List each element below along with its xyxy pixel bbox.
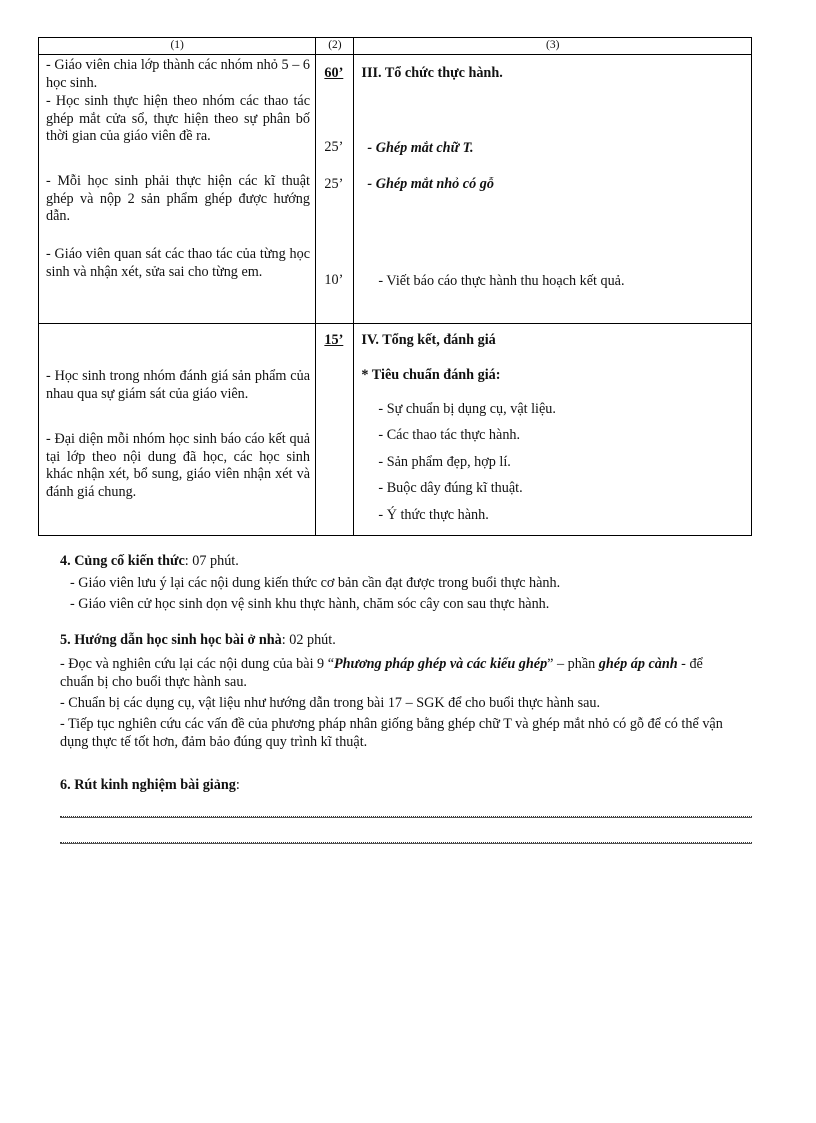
section-5-line: - Chuẩn bị các dụng cụ, vật liệu như hướng dẫn trong bài 17 – SGK để cho buổi thực hành sau. [60,695,601,711]
time-total: 60’ [324,65,344,81]
activities-cell [39,55,316,324]
writing-line [60,816,752,818]
section-5-line: - Tiếp tục nghiên cứu các vấn đề của phương pháp nhân giống bằng ghép chữ T và ghép mắt nhỏ có gỗ để có thể vận dụng thực tế tốt hơn, đảm bảo đúng quy trình kĩ thuật. [60,716,723,750]
section-6 [60,776,740,794]
practice-item: - Ghép mắt chữ T. [367,140,474,156]
activity-text: - Mỗi học sinh phải thực hiện các kĩ thuật ghép và nộp 2 sản phẩm ghép được hướng dẫn. [46,173,310,224]
time-value: 25’ [324,139,344,155]
section-6-heading: 6. Rút kinh nghiệm bài giảng: [60,777,240,793]
section-5-heading: 5. Hướng dẫn học sinh học bài ở nhà: 02 phút. [60,632,336,648]
activity-text: - Học sinh thực hiện theo nhóm các thao tác ghép mắt cửa sổ, thực hiện theo sự phân bố thời gian của giáo viên đề ra. [46,93,310,144]
header-col-2: (2) [316,38,354,55]
criteria-item: - Buộc dây đúng kĩ thuật. [378,480,523,496]
section-4 [60,552,740,613]
criteria-item: - Ý thức thực hành. [378,507,489,523]
criteria-item: - Các thao tác thực hành. [378,427,521,443]
time-cell [316,324,354,536]
activity-text: - Giáo viên chia lớp thành các nhóm nhỏ 5 – 6 học sinh. [46,57,310,91]
content-cell [354,324,752,536]
criteria-item: - Sự chuẩn bị dụng cụ, vật liệu. [378,401,556,417]
time-value: 10’ [324,272,344,288]
section-4-line: - Giáo viên lưu ý lại các nội dung kiến thức cơ bản cần đạt được trong buổi thực hành. [70,575,561,591]
time-cell [316,55,354,324]
activity-text: - Học sinh trong nhóm đánh giá sản phẩm của nhau qua sự giám sát của giáo viên. [46,368,310,402]
criteria-item: - Sản phẩm đẹp, hợp lí. [378,454,511,470]
criteria-heading: * Tiêu chuẩn đánh giá: [361,367,501,383]
table-header-row [39,38,752,55]
section-heading: III. Tổ chức thực hành. [361,65,503,81]
activity-text: - Đại diện mỗi nhóm học sinh báo cáo kết quả tại lớp theo nội dung đã học, các học sinh khác nhận xét, bổ sung, giáo viên nhận xét và đánh giá chung. [46,431,310,500]
content-cell [354,55,752,324]
section-4-line: - Giáo viên cử học sinh dọn vệ sinh khu thực hành, chăm sóc cây con sau thực hành. [70,596,550,612]
practice-item: - Viết báo cáo thực hành thu hoạch kết quả. [378,273,625,289]
activities-cell [39,324,316,536]
section-5-line: - Đọc và nghiên cứu lại các nội dung của bài 9 “Phương pháp ghép và các kiểu ghép” – phần ghép áp cành - để chuẩn bị cho buổi thực hành sau. [60,656,703,690]
header-col-3: (3) [354,38,752,55]
table-row [39,324,752,536]
activity-text: - Giáo viên quan sát các thao tác của từng học sinh và nhận xét, sửa sai cho từng em. [46,246,310,280]
lesson-table [38,37,752,536]
section-heading: IV. Tổng kết, đánh giá [361,332,496,348]
time-value: 25’ [324,176,344,192]
section-5 [60,631,740,751]
header-col-1: (1) [39,38,316,55]
section-4-heading: 4. Củng cố kiến thức: 07 phút. [60,553,239,569]
writing-line [60,842,752,844]
practice-item: - Ghép mắt nhỏ có gỗ [367,176,494,192]
time-total: 15’ [324,332,344,348]
table-row [39,55,752,324]
